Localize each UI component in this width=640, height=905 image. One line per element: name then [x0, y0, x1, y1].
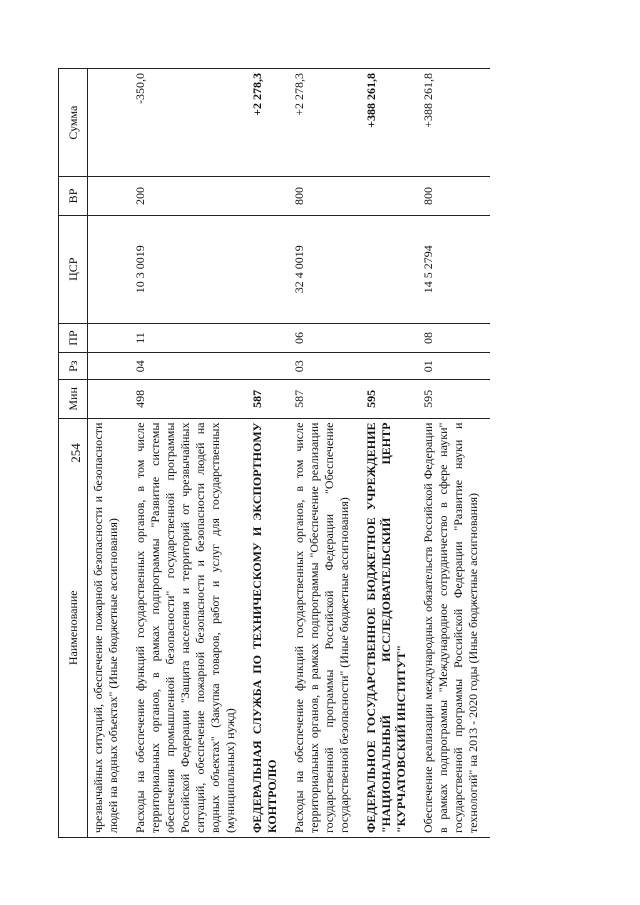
header-sum: Сумма — [59, 69, 88, 177]
table-row — [130, 69, 241, 838]
row-min: 587 — [247, 380, 283, 418]
table-row — [247, 69, 283, 838]
row-sum: +2 278,3 — [247, 69, 283, 177]
row-vr — [361, 177, 412, 215]
table-header-row — [59, 69, 88, 838]
table-row — [289, 69, 355, 838]
row-min: 587 — [289, 380, 355, 418]
row-min: 595 — [361, 380, 412, 418]
table-row — [88, 69, 125, 838]
row-rz: 01 — [418, 353, 484, 380]
row-pr — [247, 323, 283, 352]
row-csr — [247, 215, 283, 323]
row-pr — [361, 323, 412, 352]
table-row — [418, 69, 484, 838]
spacer-cell — [484, 380, 490, 418]
spacer-cell — [484, 69, 490, 177]
row-rz — [247, 353, 283, 380]
row-name: Расходы на обеспечение функций государственных органов, в том числе территориальных органов, в рамках подпрограммы "Обеспечение реализации государственной программы Российской Федерации "Обеспечение государственной безопасности" (Иные бюджетные ассигнования) — [289, 418, 355, 837]
spacer-cell — [484, 323, 490, 352]
row-csr — [88, 215, 125, 323]
row-pr: 11 — [130, 323, 241, 352]
row-vr — [247, 177, 283, 215]
row-pr — [88, 323, 125, 352]
row-pr: 08 — [418, 323, 484, 352]
row-rz: 04 — [130, 353, 241, 380]
header-name: Наименование — [59, 418, 88, 837]
row-min — [88, 380, 125, 418]
spacer-cell — [484, 177, 490, 215]
row-vr: 200 — [130, 177, 241, 215]
spacer-cell — [484, 418, 490, 837]
page-number: 254 — [68, 443, 83, 463]
header-vr: ВР — [59, 177, 88, 215]
row-min: 595 — [418, 380, 484, 418]
header-csr: ЦСР — [59, 215, 88, 323]
header-rz: Рз — [59, 353, 88, 380]
row-rz — [361, 353, 412, 380]
spacer-cell — [484, 215, 490, 323]
row-sum: +2 278,3 — [289, 69, 355, 177]
document-body — [58, 68, 628, 838]
row-min: 498 — [130, 380, 241, 418]
row-name: Расходы на обеспечение функций государственных органов, в том числе территориальных органов, в рамках подпрограммы "Развитие системы обеспечения промышленной безопасности" государственной программы Российской Федерации "Защита населения и территорий от чрезвычайных ситуаций, обеспечение пожарной безопасности и безопасности людей на водных объектах" (Закупка товаров, работ и услуг для государственных (муниципальных) нужд) — [130, 418, 241, 837]
rotated-page — [58, 68, 628, 838]
row-sum: +388 261,8 — [361, 69, 412, 177]
row-name: Обеспечение реализации международных обязательств Российской Федерации в рамках подпрограммы "Международное сотрудничество в сфере науки" государственной программы Российской Федерации "Развитие науки и технологий" на 2013 - 2020 годы (Иные бюджетные ассигнования) — [418, 418, 484, 837]
row-vr: 800 — [289, 177, 355, 215]
row-sum — [88, 69, 125, 177]
row-vr — [88, 177, 125, 215]
table-row — [361, 69, 412, 838]
header-pr: ПР — [59, 323, 88, 352]
header-min: Мин — [59, 380, 88, 418]
budget-table — [58, 68, 490, 838]
row-rz: 03 — [289, 353, 355, 380]
row-csr: 10 3 0019 — [130, 215, 241, 323]
row-name: ФЕДЕРАЛЬНОЕ ГОСУДАРСТВЕННОЕ БЮДЖЕТНОЕ УЧРЕЖДЕНИЕ "НАЦИОНАЛЬНЫЙ ИССЛЕДОВАТЕЛЬСКИЙ ЦЕНТР "КУРЧАТОВСКИЙ ИНСТИТУТ" — [361, 418, 412, 837]
row-spacer — [484, 69, 490, 838]
row-pr: 06 — [289, 323, 355, 352]
row-name: чрезвычайных ситуаций, обеспечение пожарной безопасности и безопасности людей на водных объектах" (Иные бюджетные ассигнования) — [88, 418, 125, 837]
row-sum: -350,0 — [130, 69, 241, 177]
spacer-cell — [484, 353, 490, 380]
row-csr: 14 5 2794 — [418, 215, 484, 323]
row-vr: 800 — [418, 177, 484, 215]
row-name: ФЕДЕРАЛЬНАЯ СЛУЖБА ПО ТЕХНИЧЕСКОМУ И ЭКСПОРТНОМУ КОНТРОЛЮ — [247, 418, 283, 837]
row-rz — [88, 353, 125, 380]
row-sum: +388 261,8 — [418, 69, 484, 177]
row-csr: 32 4 0019 — [289, 215, 355, 323]
row-csr — [361, 215, 412, 323]
